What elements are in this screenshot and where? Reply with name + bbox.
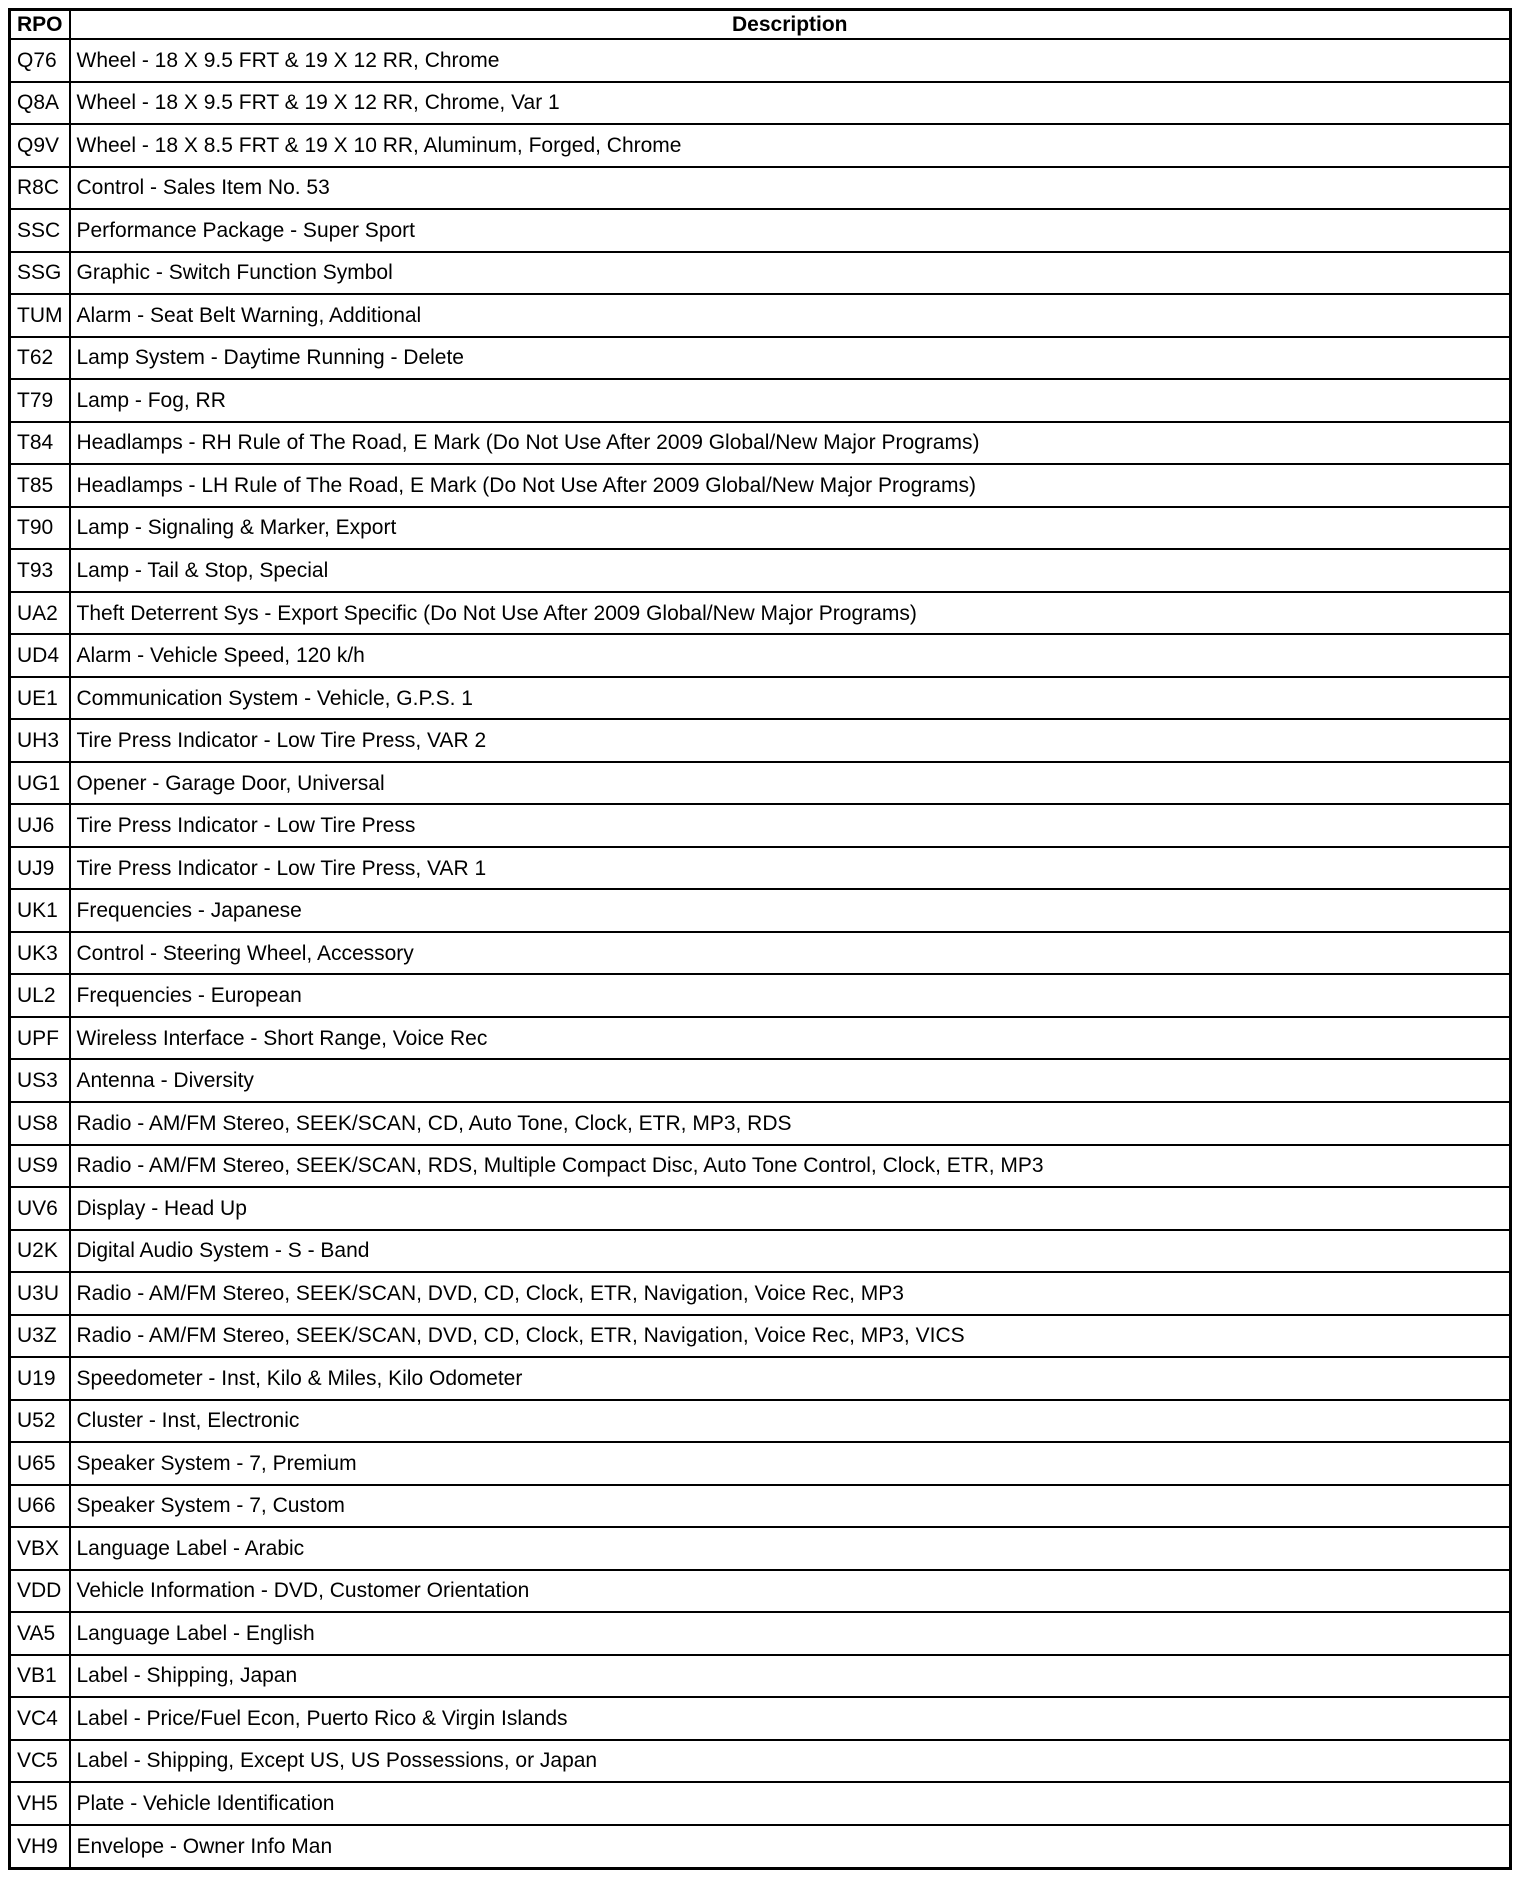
rpo-code-cell: UPF xyxy=(10,1017,70,1060)
rpo-code-cell: U19 xyxy=(10,1357,70,1400)
rpo-code-cell: VB1 xyxy=(10,1655,70,1698)
description-cell: Wheel - 18 X 9.5 FRT & 19 X 12 RR, Chrome, Var 1 xyxy=(70,82,1511,125)
table-row xyxy=(10,762,1511,805)
rpo-code-cell: U2K xyxy=(10,1230,70,1273)
table-header-row xyxy=(10,10,1511,40)
rpo-code-cell: UL2 xyxy=(10,974,70,1017)
table-row xyxy=(10,1187,1511,1230)
description-column-header: Description xyxy=(70,10,1511,40)
rpo-code-cell: T84 xyxy=(10,422,70,465)
rpo-code-cell: US9 xyxy=(10,1145,70,1188)
table-row xyxy=(10,634,1511,677)
rpo-code-cell: UH3 xyxy=(10,719,70,762)
table-row xyxy=(10,422,1511,465)
rpo-column-header: RPO xyxy=(10,10,70,40)
table-row xyxy=(10,549,1511,592)
description-cell: Radio - AM/FM Stereo, SEEK/SCAN, DVD, CD, Clock, ETR, Navigation, Voice Rec, MP3 xyxy=(70,1272,1511,1315)
description-cell: Wireless Interface - Short Range, Voice Rec xyxy=(70,1017,1511,1060)
description-cell: Opener - Garage Door, Universal xyxy=(70,762,1511,805)
table-row xyxy=(10,932,1511,975)
rpo-description-table xyxy=(8,8,1512,1870)
description-cell: Communication System - Vehicle, G.P.S. 1 xyxy=(70,677,1511,720)
table-row xyxy=(10,82,1511,125)
rpo-code-cell: UK1 xyxy=(10,889,70,932)
rpo-code-cell: T85 xyxy=(10,464,70,507)
table-row xyxy=(10,252,1511,295)
description-cell: Frequencies - Japanese xyxy=(70,889,1511,932)
description-cell: Tire Press Indicator - Low Tire Press, VAR 1 xyxy=(70,847,1511,890)
description-cell: Graphic - Switch Function Symbol xyxy=(70,252,1511,295)
description-cell: Digital Audio System - S - Band xyxy=(70,1230,1511,1273)
description-cell: Language Label - Arabic xyxy=(70,1527,1511,1570)
description-cell: Speaker System - 7, Premium xyxy=(70,1442,1511,1485)
rpo-code-cell: US8 xyxy=(10,1102,70,1145)
description-cell: Wheel - 18 X 8.5 FRT & 19 X 10 RR, Aluminum, Forged, Chrome xyxy=(70,124,1511,167)
rpo-code-cell: VH5 xyxy=(10,1782,70,1825)
description-cell: Antenna - Diversity xyxy=(70,1059,1511,1102)
table-row xyxy=(10,39,1511,82)
table-row xyxy=(10,1315,1511,1358)
table-row xyxy=(10,1102,1511,1145)
rpo-code-cell: U3Z xyxy=(10,1315,70,1358)
table-row xyxy=(10,167,1511,210)
table-row xyxy=(10,1527,1511,1570)
table-row xyxy=(10,974,1511,1017)
rpo-code-cell: UK3 xyxy=(10,932,70,975)
description-cell: Speedometer - Inst, Kilo & Miles, Kilo Odometer xyxy=(70,1357,1511,1400)
rpo-code-cell: Q8A xyxy=(10,82,70,125)
description-cell: Performance Package - Super Sport xyxy=(70,209,1511,252)
rpo-code-cell: Q9V xyxy=(10,124,70,167)
table-row xyxy=(10,209,1511,252)
table-row xyxy=(10,1697,1511,1740)
table-row xyxy=(10,1230,1511,1273)
description-cell: Control - Steering Wheel, Accessory xyxy=(70,932,1511,975)
description-cell: Headlamps - RH Rule of The Road, E Mark (Do Not Use After 2009 Global/New Major Programs) xyxy=(70,422,1511,465)
rpo-code-cell: T93 xyxy=(10,549,70,592)
table-row xyxy=(10,1740,1511,1783)
description-cell: Vehicle Information - DVD, Customer Orientation xyxy=(70,1570,1511,1613)
description-cell: Language Label - English xyxy=(70,1612,1511,1655)
rpo-code-cell: R8C xyxy=(10,167,70,210)
rpo-code-cell: VC5 xyxy=(10,1740,70,1783)
table-row xyxy=(10,1357,1511,1400)
table-row xyxy=(10,1485,1511,1528)
table-row xyxy=(10,1145,1511,1188)
rpo-code-cell: UA2 xyxy=(10,592,70,635)
description-cell: Speaker System - 7, Custom xyxy=(70,1485,1511,1528)
rpo-code-cell: VBX xyxy=(10,1527,70,1570)
rpo-code-cell: U66 xyxy=(10,1485,70,1528)
table-body xyxy=(10,39,1511,1868)
description-cell: Tire Press Indicator - Low Tire Press, VAR 2 xyxy=(70,719,1511,762)
table-row xyxy=(10,379,1511,422)
table-row xyxy=(10,1612,1511,1655)
rpo-code-cell: UJ6 xyxy=(10,804,70,847)
description-cell: Cluster - Inst, Electronic xyxy=(70,1400,1511,1443)
description-cell: Radio - AM/FM Stereo, SEEK/SCAN, CD, Auto Tone, Clock, ETR, MP3, RDS xyxy=(70,1102,1511,1145)
table-row xyxy=(10,294,1511,337)
description-cell: Lamp System - Daytime Running - Delete xyxy=(70,337,1511,380)
description-cell: Theft Deterrent Sys - Export Specific (Do Not Use After 2009 Global/New Major Programs) xyxy=(70,592,1511,635)
table-row xyxy=(10,719,1511,762)
description-cell: Alarm - Vehicle Speed, 120 k/h xyxy=(70,634,1511,677)
table-row xyxy=(10,592,1511,635)
table-row xyxy=(10,464,1511,507)
table-row xyxy=(10,1442,1511,1485)
description-cell: Frequencies - European xyxy=(70,974,1511,1017)
description-cell: Label - Price/Fuel Econ, Puerto Rico & Virgin Islands xyxy=(70,1697,1511,1740)
table-row xyxy=(10,847,1511,890)
rpo-code-cell: T62 xyxy=(10,337,70,380)
rpo-code-cell: U65 xyxy=(10,1442,70,1485)
description-cell: Plate - Vehicle Identification xyxy=(70,1782,1511,1825)
rpo-code-cell: UD4 xyxy=(10,634,70,677)
table-row xyxy=(10,1272,1511,1315)
description-cell: Lamp - Fog, RR xyxy=(70,379,1511,422)
description-cell: Label - Shipping, Except US, US Possessions, or Japan xyxy=(70,1740,1511,1783)
description-cell: Tire Press Indicator - Low Tire Press xyxy=(70,804,1511,847)
table-row xyxy=(10,1782,1511,1825)
rpo-code-cell: UJ9 xyxy=(10,847,70,890)
rpo-code-cell: VC4 xyxy=(10,1697,70,1740)
description-cell: Envelope - Owner Info Man xyxy=(70,1825,1511,1869)
table-row xyxy=(10,1570,1511,1613)
rpo-code-cell: U52 xyxy=(10,1400,70,1443)
description-cell: Radio - AM/FM Stereo, SEEK/SCAN, DVD, CD, Clock, ETR, Navigation, Voice Rec, MP3, VICS xyxy=(70,1315,1511,1358)
table-row xyxy=(10,1017,1511,1060)
table-row xyxy=(10,1825,1511,1869)
description-cell: Lamp - Signaling & Marker, Export xyxy=(70,507,1511,550)
rpo-code-cell: SSG xyxy=(10,252,70,295)
rpo-code-cell: VDD xyxy=(10,1570,70,1613)
rpo-code-cell: UG1 xyxy=(10,762,70,805)
rpo-code-cell: VA5 xyxy=(10,1612,70,1655)
rpo-code-cell: VH9 xyxy=(10,1825,70,1869)
table-row xyxy=(10,889,1511,932)
table-row xyxy=(10,677,1511,720)
rpo-code-cell: US3 xyxy=(10,1059,70,1102)
rpo-code-cell: Q76 xyxy=(10,39,70,82)
description-cell: Display - Head Up xyxy=(70,1187,1511,1230)
description-cell: Radio - AM/FM Stereo, SEEK/SCAN, RDS, Multiple Compact Disc, Auto Tone Control, Clock, ETR, MP3 xyxy=(70,1145,1511,1188)
description-cell: Control - Sales Item No. 53 xyxy=(70,167,1511,210)
rpo-code-cell: UV6 xyxy=(10,1187,70,1230)
table-row xyxy=(10,1400,1511,1443)
rpo-code-cell: SSC xyxy=(10,209,70,252)
table-row xyxy=(10,507,1511,550)
description-cell: Lamp - Tail & Stop, Special xyxy=(70,549,1511,592)
rpo-code-cell: T79 xyxy=(10,379,70,422)
rpo-code-cell: TUM xyxy=(10,294,70,337)
description-cell: Label - Shipping, Japan xyxy=(70,1655,1511,1698)
table-row xyxy=(10,337,1511,380)
table-row xyxy=(10,124,1511,167)
rpo-code-cell: UE1 xyxy=(10,677,70,720)
table-row xyxy=(10,1655,1511,1698)
rpo-code-cell: U3U xyxy=(10,1272,70,1315)
description-cell: Headlamps - LH Rule of The Road, E Mark (Do Not Use After 2009 Global/New Major Programs) xyxy=(70,464,1511,507)
table-row xyxy=(10,804,1511,847)
rpo-code-cell: T90 xyxy=(10,507,70,550)
description-cell: Wheel - 18 X 9.5 FRT & 19 X 12 RR, Chrome xyxy=(70,39,1511,82)
description-cell: Alarm - Seat Belt Warning, Additional xyxy=(70,294,1511,337)
table-row xyxy=(10,1059,1511,1102)
